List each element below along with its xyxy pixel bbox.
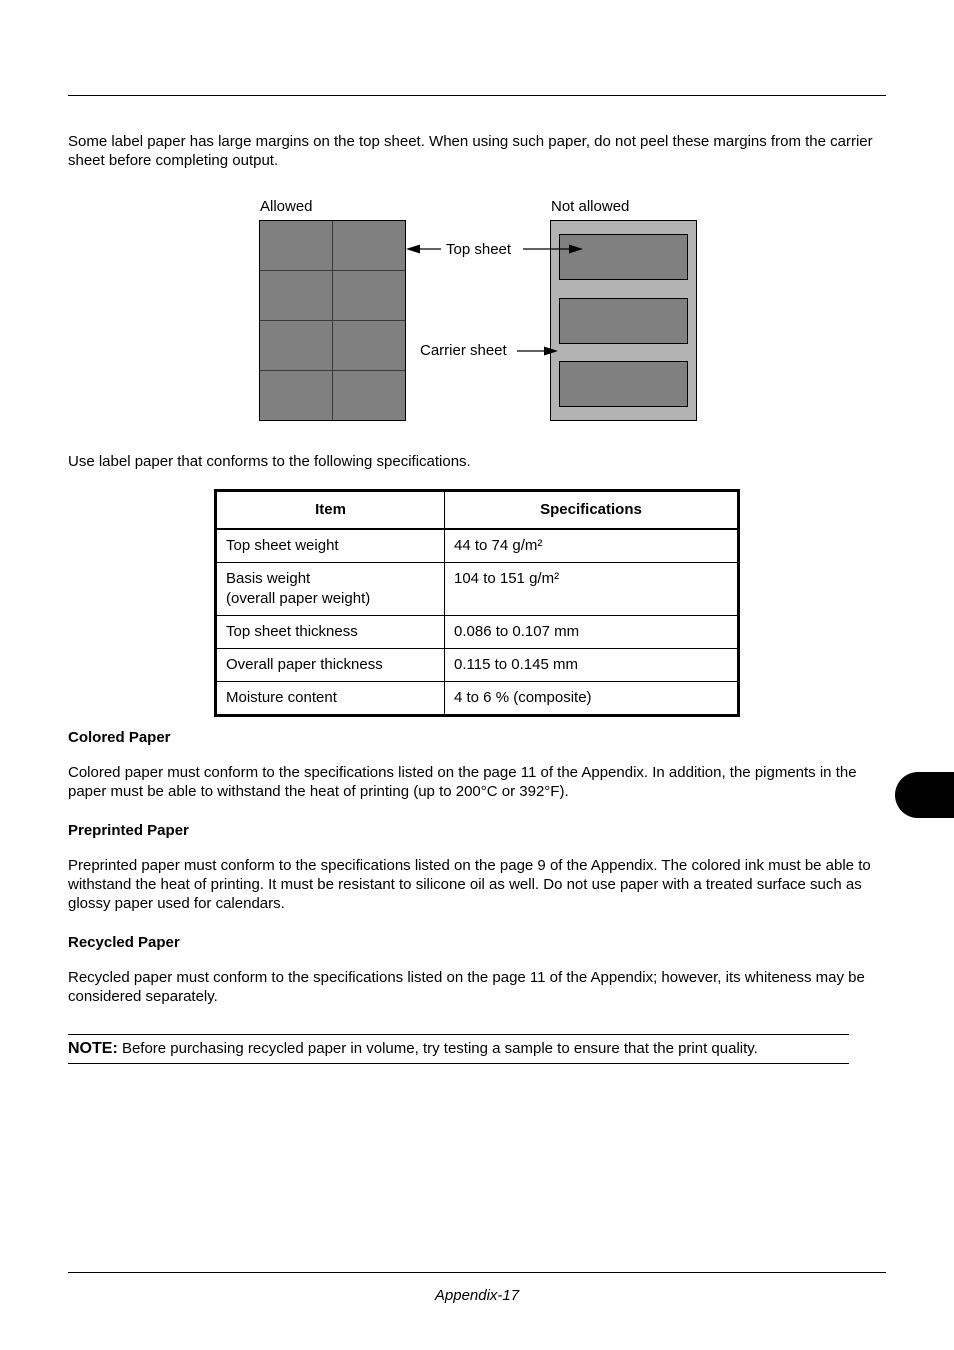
chapter-tab <box>895 772 954 818</box>
item-cell-line: (overall paper weight) <box>226 590 371 607</box>
preprinted-paper-paragraph: Preprinted paper must conform to the specifications listed on the page 9 of the Appendix. The colored ink must be able to withstand the heat of printing. It must be resistant to silicone oil as well. Do not use paper with a treated surface such as glossy paper used for calendars. <box>68 857 871 912</box>
label-spec-table <box>214 489 740 717</box>
spec-cell: 0.086 to 0.107 mm <box>445 616 739 649</box>
table-row <box>216 649 739 682</box>
item-cell-line: Basis weight <box>226 570 311 587</box>
colored-paper-heading: Colored Paper <box>68 729 171 746</box>
table-header-row <box>216 491 739 530</box>
table-row <box>216 682 739 716</box>
spec-cell: 0.115 to 0.145 mm <box>445 649 739 682</box>
carrier-sheet-callout: Carrier sheet <box>420 342 507 359</box>
spec-intro-paragraph: Use label paper that conforms to the following specifications. <box>68 453 471 470</box>
allowed-label: Allowed <box>260 198 313 215</box>
page-number: Appendix-17 <box>434 1287 520 1304</box>
colored-paper-paragraph: Colored paper must conform to the specifications listed on the page 11 of the Appendix. In addition, the pigments in the paper must be able to withstand the heat of printing (up to 200°C or 392°F). <box>68 764 857 800</box>
note-paragraph <box>68 1039 758 1058</box>
recycled-paper-heading: Recycled Paper <box>68 934 180 951</box>
footer-rule <box>68 1272 886 1273</box>
table-row <box>216 529 739 563</box>
item-cell: Top sheet weight <box>216 529 445 563</box>
top-sheet-callout: Top sheet <box>446 241 512 258</box>
note-text: Before purchasing recycled paper in volume, try testing a sample to ensure that the print quality. <box>117 1040 758 1057</box>
callout-arrows <box>0 0 954 450</box>
item-cell <box>216 563 445 616</box>
note-label: NOTE: <box>68 1040 118 1057</box>
item-cell: Top sheet thickness <box>216 616 445 649</box>
item-cell: Moisture content <box>216 682 445 716</box>
not-allowed-label: Not allowed <box>551 198 630 215</box>
column-header-item: Item <box>216 491 445 530</box>
column-header-specifications: Specifications <box>445 491 739 530</box>
preprinted-paper-heading: Preprinted Paper <box>68 822 189 839</box>
note-box <box>68 1034 849 1064</box>
intro-paragraph: Some label paper has large margins on the top sheet. When using such paper, do not peel these margins from the carrier sheet before completing output. <box>68 133 873 169</box>
spec-cell: 104 to 151 g/m² <box>445 563 739 616</box>
recycled-paper-paragraph: Recycled paper must conform to the specifications listed on the page 11 of the Appendix; however, its whiteness may be considered separately. <box>68 969 865 1005</box>
spec-cell: 44 to 74 g/m² <box>445 529 739 563</box>
item-cell: Overall paper thickness <box>216 649 445 682</box>
spec-cell: 4 to 6 % (composite) <box>445 682 739 716</box>
table-row <box>216 616 739 649</box>
table-row <box>216 563 739 616</box>
